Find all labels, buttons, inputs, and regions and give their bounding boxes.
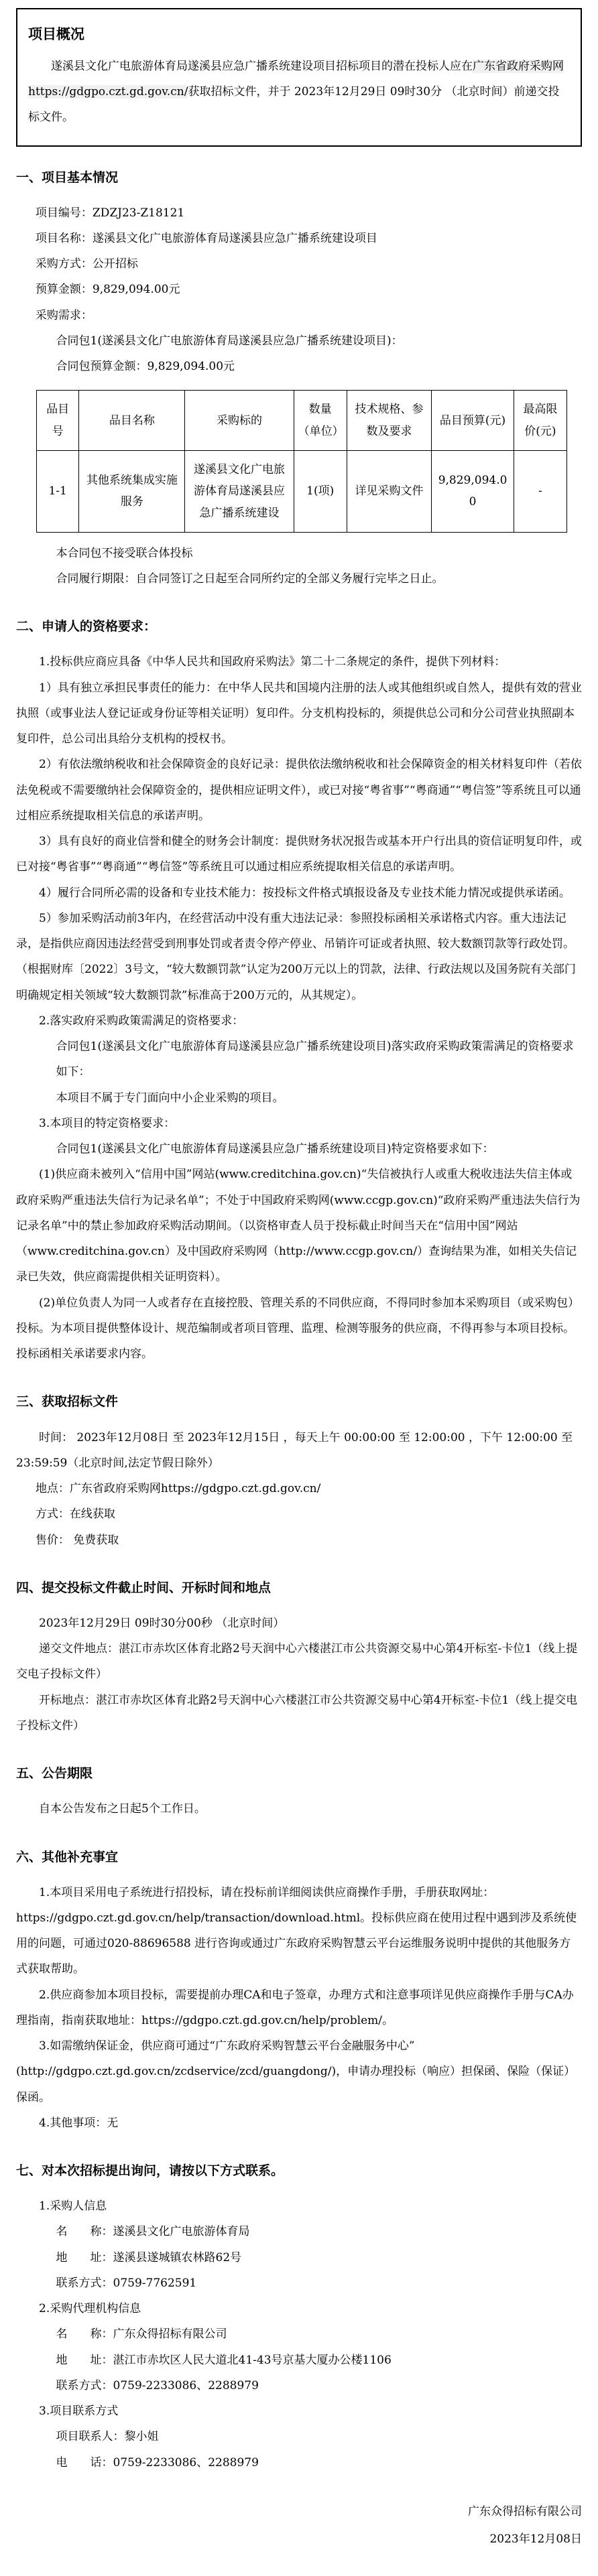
qualification-item: (2)单位负责人为同一人或者存在直接控股、管理关系的不同供应商，不得同时参加本采购项目（或采购包）投标。为本项目提供整体设计、规范编制或者项目管理、监理、检测等服务的供应商，不得再参与本项目投标。投标函相关承诺要求内容。 [16, 1296, 580, 1361]
qualification-subitem: 合同包1(遂溪县文化广电旅游体育局遂溪县应急广播系统建设项目)落实政府采购政策需满足的资格要求如下： [56, 1040, 574, 1079]
overview-intro [28, 54, 570, 131]
qualification-item: 1.投标供应商应具备《中华人民共和国政府采购法》第二十二条规定的条件，提供下列材料： [39, 655, 506, 669]
signature-date: 2023年12月08日 [489, 2532, 582, 2546]
col-item-name: 品目名称 [79, 391, 185, 451]
cell-quantity: 1(项) [294, 450, 347, 532]
section-4-heading: 四、提交投标文件截止时间、开标时间和地点 [16, 1580, 272, 1595]
section-5-heading: 五、公告期限 [16, 1766, 93, 1781]
project-number: 项目编号：ZDZJ23-Z18121 [35, 206, 185, 220]
submission-place: 递交文件地点：湛江市赤坎区体育北路2号天润中心六楼湛江市公共资源交易中心第4开标室-卡位1（线上提交电子投标文件） [16, 1642, 578, 1682]
col-max-price: 最高限价(元) [514, 391, 566, 451]
procurement-demand-label: 采购需求： [35, 308, 93, 322]
project-contact-person: 项目联系人：黎小姐 [56, 2430, 159, 2444]
bid-opening-place: 开标地点：湛江市赤坎区体育北路2号天润中心六楼湛江市公共资源交易中心第4开标室-卡位1（线上提交电子投标文件） [16, 1693, 578, 1733]
overview-title: 项目概况 [28, 25, 84, 42]
col-quantity: 数量（单位） [294, 391, 347, 451]
cell-item-budget: 9,829,094.00 [432, 450, 514, 532]
overview-intro-suffix: 获取招标文件，并于 2023年12月29日 09时30分 （北京时间）前递交投标文件。 [28, 85, 560, 125]
budget-amount: 预算金额：9,829,094.00元 [35, 283, 180, 297]
overview-intro-prefix: 遂溪县文化广电旅游体育局遂溪县应急广播系统建设项目招标项目的潜在投标人应在 [51, 59, 473, 73]
supplement-item: 2.供应商参加本项目投标，需要提前办理CA和电子签章，办理方式和注意事项详见供应商操作手册与CA办理指南，指南获取地址：https://gdgpo.czt.gd.gov.cn/help/problem/。 [16, 1988, 574, 2027]
project-overview-box [16, 8, 582, 147]
cell-procurement-target: 遂溪县文化广电旅游体育局遂溪县应急广播系统建设 [185, 450, 294, 532]
no-consortium-note: 本合同包不接受联合体投标 [56, 546, 193, 560]
doc-obtain-place: 地点：广东省政府采购网https://gdgpo.czt.gd.gov.cn/ [35, 1482, 321, 1496]
qualification-subitem: 本项目不属于专门面向中小企业采购的项目。 [56, 1091, 284, 1105]
cell-item-name: 其他系统集成实施服务 [79, 450, 185, 532]
qualification-item: 3.本项目的特定资格要求： [39, 1116, 176, 1130]
section-6-heading: 六、其他补充事宜 [16, 1849, 119, 1865]
doc-obtain-price: 售价： 免费获取 [35, 1533, 119, 1547]
qualification-item: 2.落实政府采购政策需满足的资格要求： [39, 1014, 244, 1028]
contract-package-line: 合同包1(遂溪县文化广电旅游体育局遂溪县应急广播系统建设项目)： [56, 334, 403, 348]
qualification-item: 3）具有良好的商业信誉和健全的财务会计制度：提供财务状况报告或基本开户行出具的资信证明复印件，或已对接“粤省事”“粤商通”“粤信签”等系统且可以通过相应系统提取相关信息的承诺声明。 [16, 835, 582, 874]
contract-package-budget: 合同包预算金额：9,829,094.00元 [56, 360, 235, 374]
procurement-site-url: 广东省政府采购网https://gdgpo.czt.gd.gov.cn/ [28, 59, 564, 99]
qualification-item: 1）具有独立承担民事责任的能力：在中华人民共和国境内注册的法人或其他组织或自然人，提供有效的营业执照（或事业法人登记证或身份证等相关证明）复印件。分支机构投标的，须提供总公司和分公司营业执照副本复印件，总公司出具给分支机构的授权书。 [16, 681, 582, 746]
procurement-items-table [36, 390, 567, 532]
col-item-number: 品目号 [37, 391, 79, 451]
signature-agency: 广东众得招标有限公司 [468, 2504, 582, 2518]
col-procurement-target: 采购标的 [185, 391, 294, 451]
purchaser-name: 名 称：遂溪县文化广电旅游体育局 [56, 2225, 250, 2239]
qualification-item: (1)供应商未被列入“信用中国”网站(www.creditchina.gov.cn)“失信被执行人或重大税收违法失信主体或政府采购严重违法失信行为记录名单”；不处于中国政府采购网(www.ccgp.gov.cn)“政府采购严重违法失信行为记录名单”中的禁止参加政府采购活动期间。（以资格审查人员于投标截止时间当天在“信用中国”网站（www.creditchina.gov.cn）及中国政府采购网（http://www.ccgp.gov.cn/）查询结果为准，如相关失信记录已失效，供应商需提供相关证明资料）。 [16, 1168, 581, 1284]
supplement-item: 4.其他事项：无 [39, 2116, 119, 2130]
supplement-item: 3.如需缴纳保证金，供应商可通过“广东政府采购智慧云平台金融服务中心”(http://gdgpo.czt.gd.gov.cn/zcdservice/zcd/guangdong/)，申请办理投标（响应）担保函、保险（保证）保函。 [16, 2039, 576, 2104]
cell-item-number: 1-1 [37, 450, 79, 532]
cell-max-price: - [514, 450, 566, 532]
col-item-budget: 品目预算(元) [432, 391, 514, 451]
section-7-heading: 七、对本次招标提出询问，请按以下方式联系。 [16, 2163, 284, 2179]
project-name: 项目名称：遂溪县文化广电旅游体育局遂溪县应急广播系统建设项目 [35, 231, 377, 245]
qualification-item: 2）有依法缴纳税收和社会保障资金的良好记录：提供依法缴纳税收和社会保障资金的相关材料复印件（若依法免税或不需要缴纳社会保障资金的，提供相应证明文件），或已对接“粤省事”“粤商通”“粤信签”等系统且可以通过相应系统提取相关信息的承诺声明。 [16, 758, 582, 823]
bid-deadline: 2023年12月29日 09时30分00秒 （北京时间） [39, 1616, 285, 1630]
agency-address: 地 址：湛江市赤坎区人民大道北41-43号京基大厦办公楼1106 [56, 2353, 392, 2367]
signature-block [16, 2498, 582, 2553]
table-row [37, 450, 567, 532]
doc-obtain-time: 时间： 2023年12月08日 至 2023年12月15日 ，每天上午 00:00:00 至 12:00:00 ，下午 12:00:00 至 23:59:59（北京时间,法定节假日除外） [16, 1430, 573, 1470]
cell-tech-spec: 详见采购文件 [347, 450, 432, 532]
qualification-subitem: 合同包1(遂溪县文化广电旅游体育局遂溪县应急广播系统建设项目)特定资格要求如下： [56, 1142, 494, 1156]
announcement-period: 自本公告发布之日起5个工作日。 [39, 1802, 206, 1816]
qualification-item: 4）履行合同所必需的设备和专业技术能力：按投标文件格式填报设备及专业技术能力情况或提供承诺函。 [39, 886, 571, 900]
section-2-heading: 二、申请人的资格要求： [16, 619, 157, 634]
purchaser-info-label: 1.采购人信息 [39, 2199, 107, 2214]
section-3-heading: 三、获取招标文件 [16, 1394, 119, 1410]
section-1-heading: 一、项目基本情况 [16, 170, 119, 185]
col-tech-spec: 技术规格、参数及要求 [347, 391, 432, 451]
purchaser-contact: 联系方式：0759-7762591 [56, 2276, 197, 2290]
procurement-method: 采购方式：公开招标 [35, 257, 138, 271]
purchaser-address: 地 址：遂溪县遂城镇农林路62号 [56, 2250, 242, 2264]
qualification-item: 5）参加采购活动前3年内，在经营活动中没有重大违法记录：参照投标函相关承诺格式内容。重大违法记录，是指供应商因违法经营受到刑事处罚或者责令停产停业、吊销许可证或者执照、较大数额罚款等行政处罚。（根据财库〔2022〕3号文，“较大数额罚款”认定为200万元以上的罚款，法律、行政法规以及国务院有关部门明确规定相关领域“较大数额罚款”标准高于200万元的，从其规定）。 [16, 911, 576, 1002]
contract-period-note: 合同履行期限：自合同签订之日起至合同所约定的全部义务履行完毕之日止。 [56, 572, 444, 586]
project-contact-phone: 电 话：0759-2233086、2288979 [56, 2455, 259, 2469]
table-header-row [37, 391, 567, 451]
agency-info-label: 2.采购代理机构信息 [39, 2302, 141, 2316]
agency-contact: 联系方式：0759-2233086、2288979 [56, 2378, 259, 2392]
supplement-item: 1.本项目采用电子系统进行招投标，请在投标前详细阅读供应商操作手册，手册获取网址：https://gdgpo.czt.gd.gov.cn/help/transaction/download.html。投标供应商在使用过程中遇到涉及系统使用的问题，可通过020-88696588 进行咨询或通过广东政府采购智慧云平台运维服务说明中提供的其他服务方式获取帮助。 [16, 1885, 577, 1976]
project-contact-label: 3.项目联系方式 [39, 2404, 119, 2419]
agency-name: 名 称：广东众得招标有限公司 [56, 2327, 227, 2342]
doc-obtain-method: 方式：在线获取 [35, 1507, 115, 1521]
